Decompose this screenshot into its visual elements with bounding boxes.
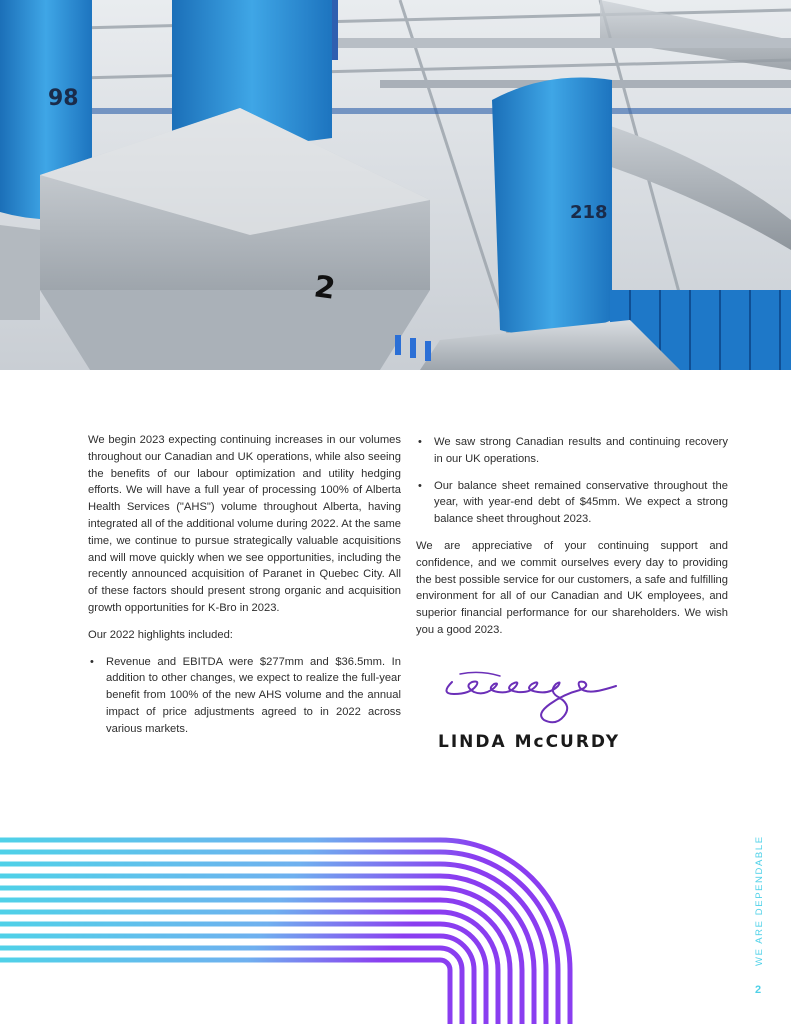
list-item-text: We saw strong Canadian results and continuing recovery in our UK operations. [434,436,728,465]
intro-paragraph: We begin 2023 expecting continuing increases in our volumes throughout our Canadian and UK operations, while also seeing the benefits of our labour optimization and utility hedging efforts. We will have a full year of processing 100% of Alberta Health Services ("AHS") volume throughout Alberta, having integrated all of the additional volume during 2022. At the same time, we continue to pursue strategically valuable acquisitions and will move quickly when we see opportunities, including the recently announced acquisition of Paranet in Quebec City. All of these factors should present strong organic and acquisition growth opportunities for K-Bro in 2023. [88,434,401,614]
letter-left-column [88,432,401,748]
bin-number-2: 2 [311,269,338,307]
bin-number-218: 218 [570,202,608,223]
list-item [416,478,728,528]
bin-number-98: 98 [48,86,79,111]
letter-right-column [416,434,728,649]
list-item-text: Our balance sheet remained conservative throughout the year, with year-end debt of $45mm. We expect a strong balance sheet throughout 2023. [434,479,728,526]
signature-image [440,668,620,730]
highlights-list-continued [416,434,728,528]
page-number: 2 [755,984,762,996]
list-item [416,434,728,468]
highlights-heading: Our 2022 highlights included: [88,628,233,641]
tagline: WE ARE DEPENDABLE [754,835,765,966]
highlights-list [88,654,401,738]
list-item-text: Revenue and EBITDA were $277mm and $36.5mm. In addition to other changes, we expect to realize the full-year benefit from 100% of the new AHS volume and the annual impact of price adjustments agreed to in 2022 across various markets. [106,655,401,735]
bullet-icon: • [418,479,422,492]
bullet-icon: • [90,655,94,668]
closing-paragraph: We are appreciative of your continuing support and confidence, and we commit ourselves every day to providing the best possible service for our customers, a safe and fulfilling environment for all of our Canadian and UK employees, and superior financial performance for our shareholders. We wish you a good 2023. [416,539,728,636]
list-item [88,654,401,738]
hero-photo [0,0,791,370]
bullet-icon: • [418,436,422,448]
signer-name: LINDA McCURDY [438,732,621,752]
decorative-stripes [0,832,600,1024]
